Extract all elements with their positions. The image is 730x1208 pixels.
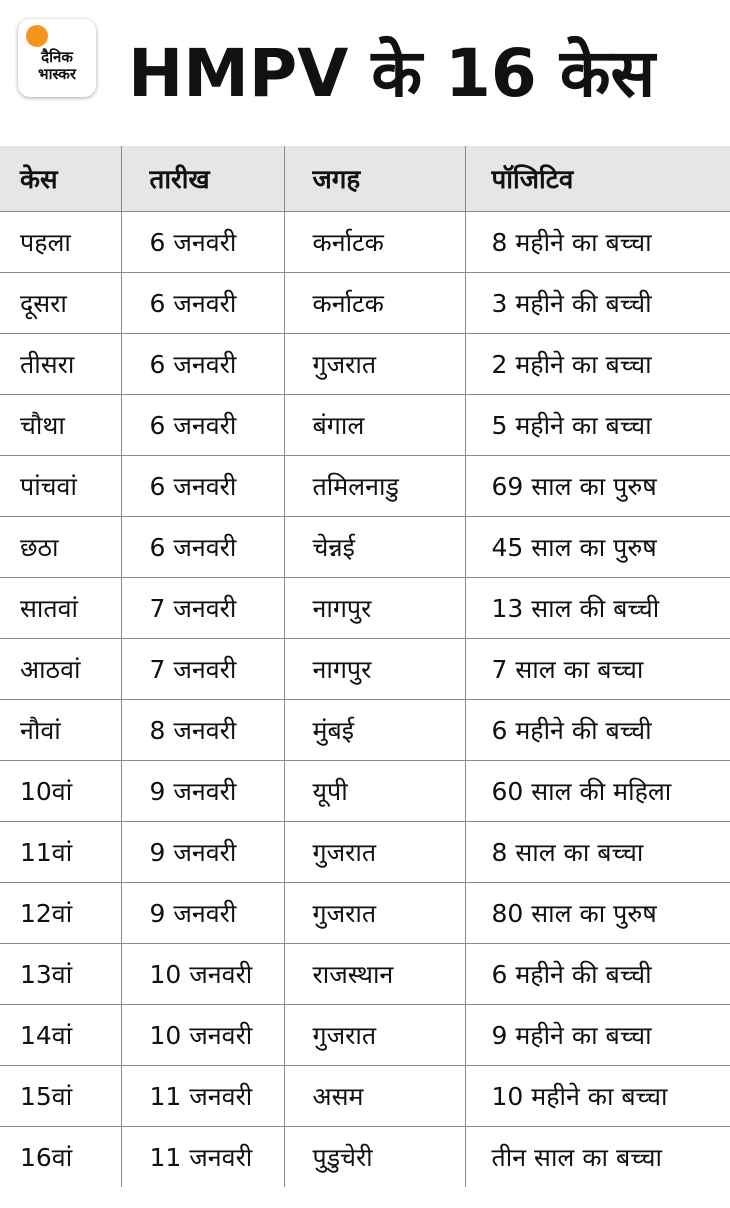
cell-date: 8 जनवरी	[121, 699, 284, 760]
cell-positive: 2 महीने का बच्चा	[465, 333, 730, 394]
cell-date: 11 जनवरी	[121, 1065, 284, 1126]
cell-date: 6 जनवरी	[121, 394, 284, 455]
cell-date: 6 जनवरी	[121, 272, 284, 333]
header-case: केस	[0, 146, 121, 211]
table-row	[0, 1126, 730, 1187]
cell-positive: 8 साल का बच्चा	[465, 821, 730, 882]
table-row	[0, 455, 730, 516]
cell-date: 10 जनवरी	[121, 1004, 284, 1065]
cell-case: 13वां	[0, 943, 121, 1004]
cell-case: पांचवां	[0, 455, 121, 516]
cell-case: सातवां	[0, 577, 121, 638]
table-row	[0, 394, 730, 455]
cell-positive: 13 साल की बच्ची	[465, 577, 730, 638]
header	[0, 0, 730, 146]
cell-positive: 6 महीने की बच्ची	[465, 699, 730, 760]
table-row	[0, 516, 730, 577]
sun-icon	[26, 25, 48, 47]
cell-date: 6 जनवरी	[121, 211, 284, 272]
cell-positive: 60 साल की महिला	[465, 760, 730, 821]
cell-positive: 9 महीने का बच्चा	[465, 1004, 730, 1065]
dainik-bhaskar-logo	[18, 19, 96, 97]
header-date: तारीख	[121, 146, 284, 211]
table-row	[0, 760, 730, 821]
cell-positive: तीन साल का बच्चा	[491, 1142, 662, 1172]
cell-date: 9 जनवरी	[121, 760, 284, 821]
cell-place: यूपी	[284, 760, 465, 821]
table-row	[0, 943, 730, 1004]
cell-date: 9 जनवरी	[121, 882, 284, 943]
cell-case: दूसरा	[0, 272, 121, 333]
cell-positive: 69 साल का पुरुष	[465, 455, 730, 516]
table-row	[0, 699, 730, 760]
cell-case: 12वां	[0, 882, 121, 943]
table-row	[0, 577, 730, 638]
cell-place: कर्नाटक	[284, 211, 465, 272]
table-row	[0, 1004, 730, 1065]
cell-positive: 5 महीने का बच्चा	[465, 394, 730, 455]
table-row	[0, 333, 730, 394]
cell-date: 7 जनवरी	[121, 638, 284, 699]
cell-case: 10वां	[0, 760, 121, 821]
page-title: HMPV के 16 केस	[128, 35, 656, 112]
cell-place: मुंबई	[284, 699, 465, 760]
cell-date: 6 जनवरी	[121, 455, 284, 516]
cell-positive: 6 महीने की बच्ची	[465, 943, 730, 1004]
cell-place: चेन्नई	[284, 516, 465, 577]
cell-positive: 45 साल का पुरुष	[465, 516, 730, 577]
cell-place: गुजरात	[284, 821, 465, 882]
cell-case: तीसरा	[0, 333, 121, 394]
cell-place: राजस्थान	[284, 943, 465, 1004]
logo-text-line2: भास्कर	[38, 65, 76, 83]
cell-case: 16वां	[0, 1126, 121, 1187]
logo-text-line1: दैनिक	[41, 48, 73, 66]
cell-place: कर्नाटक	[284, 272, 465, 333]
cell-positive: 7 साल का बच्चा	[465, 638, 730, 699]
cell-case: 11वां	[0, 821, 121, 882]
cell-place: गुजरात	[284, 1004, 465, 1065]
table-row	[0, 1065, 730, 1126]
cell-place: बंगाल	[284, 394, 465, 455]
table-row	[0, 882, 730, 943]
cell-date: 6 जनवरी	[121, 333, 284, 394]
cell-place: तमिलनाडु	[284, 455, 465, 516]
cell-case: चौथा	[0, 394, 121, 455]
cell-place: गुजरात	[284, 333, 465, 394]
cell-positive: 80 साल का पुरुष	[465, 882, 730, 943]
cell-case: नौवां	[0, 699, 121, 760]
cell-place: नागपुर	[284, 577, 465, 638]
cell-case: आठवां	[0, 638, 121, 699]
cell-place: नागपुर	[284, 638, 465, 699]
cell-positive: 3 महीने की बच्ची	[465, 272, 730, 333]
cell-positive: 8 महीने का बच्चा	[465, 211, 730, 272]
header-positive: पॉजिटिव	[465, 146, 730, 211]
table-row	[0, 211, 730, 272]
cell-date: 9 जनवरी	[121, 821, 284, 882]
cell-case: छठा	[0, 516, 121, 577]
cell-date: 10 जनवरी	[121, 943, 284, 1004]
table-row	[0, 821, 730, 882]
table-row	[0, 638, 730, 699]
cell-case: 15वां	[0, 1065, 121, 1126]
cases-table	[0, 146, 730, 1187]
cell-case: 14वां	[0, 1004, 121, 1065]
header-place: जगह	[284, 146, 465, 211]
cell-date: 6 जनवरी	[121, 516, 284, 577]
table-body	[0, 211, 730, 1187]
cell-place: गुजरात	[284, 882, 465, 943]
cell-date: 11 जनवरी	[121, 1126, 284, 1187]
cell-place: पुडुचेरी	[284, 1126, 465, 1187]
table-header-row	[0, 146, 730, 211]
table-row	[0, 272, 730, 333]
cell-case: पहला	[0, 211, 121, 272]
cell-date: 7 जनवरी	[121, 577, 284, 638]
cell-positive: 10 महीने का बच्चा	[465, 1065, 730, 1126]
cell-place: असम	[284, 1065, 465, 1126]
